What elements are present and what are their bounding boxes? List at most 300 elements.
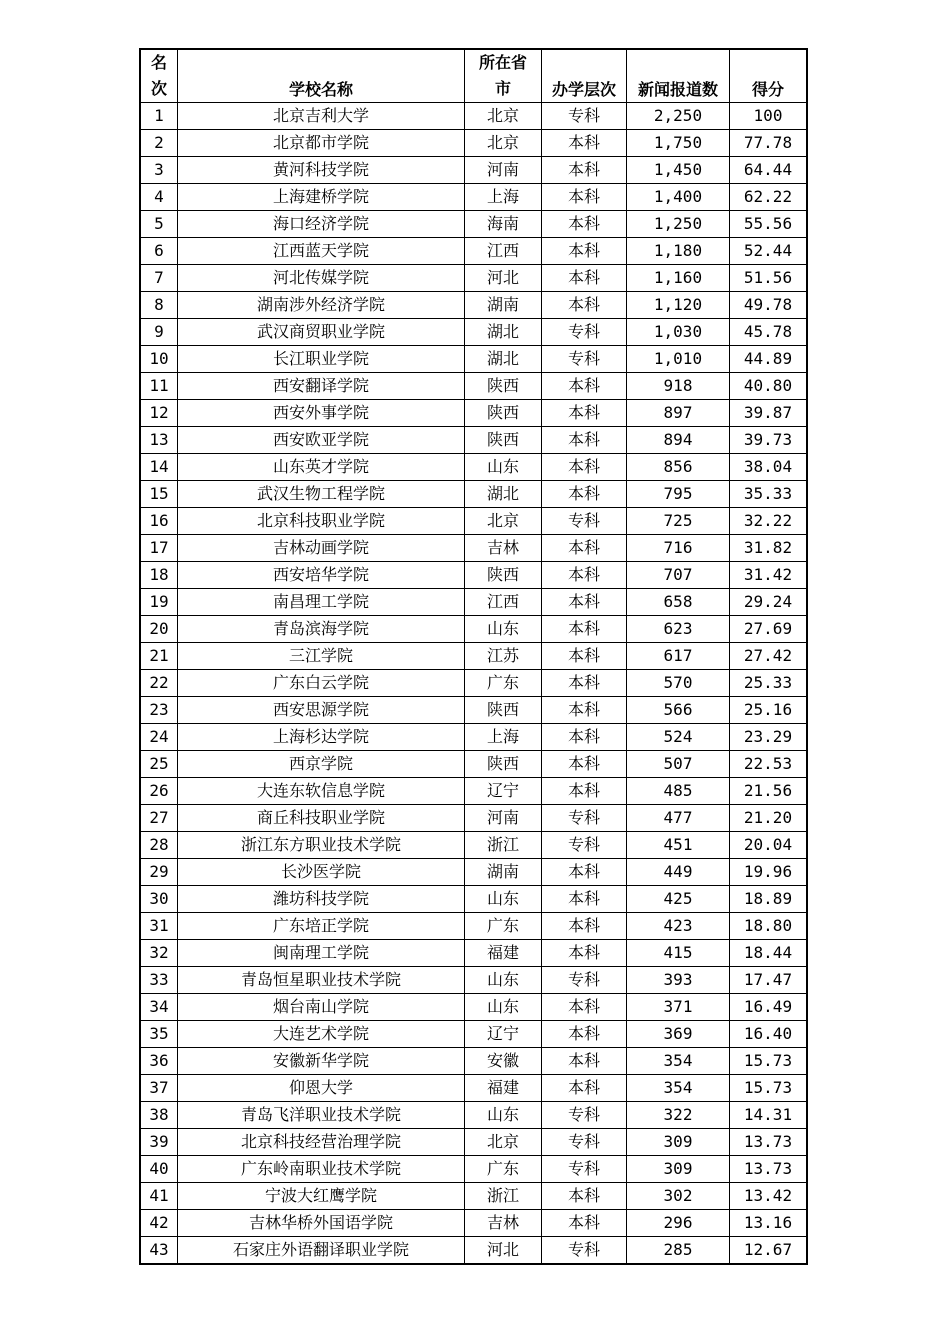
- cell-province: 吉林: [465, 535, 542, 562]
- cell-rank: 24: [140, 724, 178, 751]
- cell-school-name: 西安培华学院: [178, 562, 465, 589]
- cell-level: 本科: [542, 1183, 627, 1210]
- ranking-table: [139, 48, 808, 1265]
- cell-rank: 20: [140, 616, 178, 643]
- cell-score: 13.42: [730, 1183, 808, 1210]
- cell-score: 38.04: [730, 454, 808, 481]
- cell-school-name: 北京科技职业学院: [178, 508, 465, 535]
- cell-school-name: 广东岭南职业技术学院: [178, 1156, 465, 1183]
- table-row: [140, 589, 807, 616]
- cell-school-name: 上海建桥学院: [178, 184, 465, 211]
- cell-level: 本科: [542, 292, 627, 319]
- cell-school-name: 武汉商贸职业学院: [178, 319, 465, 346]
- cell-news-count: 894: [627, 427, 730, 454]
- cell-school-name: 青岛滨海学院: [178, 616, 465, 643]
- cell-province: 湖南: [465, 292, 542, 319]
- cell-news-count: 725: [627, 508, 730, 535]
- cell-province: 福建: [465, 1075, 542, 1102]
- table-row: [140, 616, 807, 643]
- table-row: [140, 1129, 807, 1156]
- cell-score: 21.56: [730, 778, 808, 805]
- cell-score: 16.49: [730, 994, 808, 1021]
- cell-rank: 26: [140, 778, 178, 805]
- cell-school-name: 宁波大红鹰学院: [178, 1183, 465, 1210]
- cell-province: 山东: [465, 886, 542, 913]
- cell-province: 河南: [465, 805, 542, 832]
- table-row: [140, 1237, 807, 1265]
- table-row: [140, 1102, 807, 1129]
- cell-school-name: 武汉生物工程学院: [178, 481, 465, 508]
- table-row: [140, 1075, 807, 1102]
- cell-province: 江西: [465, 238, 542, 265]
- cell-news-count: 369: [627, 1021, 730, 1048]
- cell-level: 专科: [542, 1129, 627, 1156]
- cell-school-name: 仰恩大学: [178, 1075, 465, 1102]
- cell-school-name: 潍坊科技学院: [178, 886, 465, 913]
- cell-school-name: 黄河科技学院: [178, 157, 465, 184]
- cell-score: 35.33: [730, 481, 808, 508]
- cell-score: 45.78: [730, 319, 808, 346]
- table-row: [140, 400, 807, 427]
- cell-score: 55.56: [730, 211, 808, 238]
- cell-news-count: 1,250: [627, 211, 730, 238]
- cell-rank: 40: [140, 1156, 178, 1183]
- cell-school-name: 商丘科技职业学院: [178, 805, 465, 832]
- cell-rank: 23: [140, 697, 178, 724]
- cell-level: 本科: [542, 562, 627, 589]
- cell-score: 62.22: [730, 184, 808, 211]
- cell-rank: 5: [140, 211, 178, 238]
- cell-province: 河南: [465, 157, 542, 184]
- table-row: [140, 643, 807, 670]
- cell-news-count: 309: [627, 1129, 730, 1156]
- cell-news-count: 423: [627, 913, 730, 940]
- cell-level: 专科: [542, 103, 627, 130]
- cell-score: 29.24: [730, 589, 808, 616]
- cell-news-count: 1,030: [627, 319, 730, 346]
- cell-score: 21.20: [730, 805, 808, 832]
- table-row: [140, 157, 807, 184]
- cell-news-count: 451: [627, 832, 730, 859]
- cell-level: 本科: [542, 238, 627, 265]
- cell-level: 本科: [542, 778, 627, 805]
- cell-news-count: 1,450: [627, 157, 730, 184]
- cell-level: 本科: [542, 481, 627, 508]
- cell-province: 上海: [465, 184, 542, 211]
- cell-school-name: 北京吉利大学: [178, 103, 465, 130]
- header-row: [140, 49, 807, 103]
- table-row: [140, 670, 807, 697]
- cell-school-name: 闽南理工学院: [178, 940, 465, 967]
- cell-province: 安徽: [465, 1048, 542, 1075]
- cell-news-count: 623: [627, 616, 730, 643]
- cell-news-count: 918: [627, 373, 730, 400]
- cell-news-count: 449: [627, 859, 730, 886]
- table-row: [140, 778, 807, 805]
- table-row: [140, 940, 807, 967]
- cell-rank: 42: [140, 1210, 178, 1237]
- cell-rank: 31: [140, 913, 178, 940]
- cell-score: 64.44: [730, 157, 808, 184]
- cell-news-count: 1,400: [627, 184, 730, 211]
- cell-level: 本科: [542, 400, 627, 427]
- cell-news-count: 322: [627, 1102, 730, 1129]
- cell-school-name: 烟台南山学院: [178, 994, 465, 1021]
- header-score: 得分: [730, 49, 808, 103]
- cell-score: 100: [730, 103, 808, 130]
- cell-school-name: 河北传媒学院: [178, 265, 465, 292]
- cell-news-count: 795: [627, 481, 730, 508]
- cell-province: 河北: [465, 265, 542, 292]
- table-row: [140, 724, 807, 751]
- cell-province: 浙江: [465, 1183, 542, 1210]
- table-row: [140, 481, 807, 508]
- cell-school-name: 西安翻译学院: [178, 373, 465, 400]
- cell-province: 北京: [465, 130, 542, 157]
- cell-province: 辽宁: [465, 778, 542, 805]
- cell-school-name: 西安外事学院: [178, 400, 465, 427]
- table-row: [140, 373, 807, 400]
- cell-rank: 14: [140, 454, 178, 481]
- header-school-name: 学校名称: [178, 49, 465, 103]
- cell-news-count: 302: [627, 1183, 730, 1210]
- cell-province: 湖北: [465, 481, 542, 508]
- cell-news-count: 1,750: [627, 130, 730, 157]
- cell-score: 32.22: [730, 508, 808, 535]
- cell-province: 湖南: [465, 859, 542, 886]
- cell-score: 27.42: [730, 643, 808, 670]
- cell-level: 本科: [542, 859, 627, 886]
- cell-level: 专科: [542, 967, 627, 994]
- cell-school-name: 长沙医学院: [178, 859, 465, 886]
- table-row: [140, 562, 807, 589]
- table-row: [140, 1048, 807, 1075]
- cell-province: 湖北: [465, 319, 542, 346]
- cell-province: 上海: [465, 724, 542, 751]
- cell-province: 陕西: [465, 751, 542, 778]
- cell-score: 13.73: [730, 1129, 808, 1156]
- cell-score: 12.67: [730, 1237, 808, 1265]
- table-row: [140, 346, 807, 373]
- cell-news-count: 354: [627, 1075, 730, 1102]
- cell-school-name: 石家庄外语翻译职业学院: [178, 1237, 465, 1265]
- cell-score: 27.69: [730, 616, 808, 643]
- cell-news-count: 285: [627, 1237, 730, 1265]
- cell-rank: 35: [140, 1021, 178, 1048]
- cell-score: 49.78: [730, 292, 808, 319]
- cell-rank: 11: [140, 373, 178, 400]
- cell-rank: 29: [140, 859, 178, 886]
- cell-score: 14.31: [730, 1102, 808, 1129]
- cell-rank: 16: [140, 508, 178, 535]
- cell-level: 本科: [542, 265, 627, 292]
- cell-rank: 10: [140, 346, 178, 373]
- cell-province: 吉林: [465, 1210, 542, 1237]
- cell-news-count: 309: [627, 1156, 730, 1183]
- cell-rank: 30: [140, 886, 178, 913]
- cell-rank: 19: [140, 589, 178, 616]
- cell-school-name: 山东英才学院: [178, 454, 465, 481]
- cell-province: 浙江: [465, 832, 542, 859]
- table-row: [140, 130, 807, 157]
- cell-news-count: 617: [627, 643, 730, 670]
- cell-level: 本科: [542, 724, 627, 751]
- cell-school-name: 广东培正学院: [178, 913, 465, 940]
- cell-province: 湖北: [465, 346, 542, 373]
- cell-rank: 32: [140, 940, 178, 967]
- cell-level: 本科: [542, 751, 627, 778]
- cell-school-name: 吉林动画学院: [178, 535, 465, 562]
- table-row: [140, 292, 807, 319]
- header-news-count: 新闻报道数: [627, 49, 730, 103]
- cell-level: 本科: [542, 1210, 627, 1237]
- table-row: [140, 535, 807, 562]
- cell-rank: 4: [140, 184, 178, 211]
- cell-score: 13.16: [730, 1210, 808, 1237]
- table-body: [140, 103, 807, 1265]
- cell-news-count: 415: [627, 940, 730, 967]
- table-row: [140, 184, 807, 211]
- cell-level: 本科: [542, 373, 627, 400]
- cell-school-name: 安徽新华学院: [178, 1048, 465, 1075]
- cell-news-count: 716: [627, 535, 730, 562]
- cell-news-count: 1,120: [627, 292, 730, 319]
- cell-score: 51.56: [730, 265, 808, 292]
- cell-score: 18.44: [730, 940, 808, 967]
- cell-level: 专科: [542, 1102, 627, 1129]
- cell-rank: 15: [140, 481, 178, 508]
- table-row: [140, 805, 807, 832]
- cell-rank: 41: [140, 1183, 178, 1210]
- cell-level: 专科: [542, 805, 627, 832]
- cell-province: 广东: [465, 913, 542, 940]
- cell-school-name: 江西蓝天学院: [178, 238, 465, 265]
- cell-province: 北京: [465, 103, 542, 130]
- ranking-sheet: [139, 48, 808, 1265]
- cell-news-count: 393: [627, 967, 730, 994]
- cell-school-name: 湖南涉外经济学院: [178, 292, 465, 319]
- cell-level: 专科: [542, 319, 627, 346]
- cell-province: 陕西: [465, 400, 542, 427]
- cell-rank: 13: [140, 427, 178, 454]
- cell-score: 40.80: [730, 373, 808, 400]
- cell-level: 专科: [542, 1156, 627, 1183]
- header-rank: 名 次: [140, 49, 178, 103]
- table-row: [140, 1156, 807, 1183]
- cell-school-name: 长江职业学院: [178, 346, 465, 373]
- cell-rank: 2: [140, 130, 178, 157]
- cell-score: 25.33: [730, 670, 808, 697]
- table-row: [140, 265, 807, 292]
- cell-rank: 39: [140, 1129, 178, 1156]
- cell-province: 山东: [465, 1102, 542, 1129]
- cell-level: 专科: [542, 346, 627, 373]
- cell-school-name: 北京都市学院: [178, 130, 465, 157]
- cell-news-count: 507: [627, 751, 730, 778]
- cell-score: 25.16: [730, 697, 808, 724]
- cell-province: 江苏: [465, 643, 542, 670]
- cell-school-name: 浙江东方职业技术学院: [178, 832, 465, 859]
- cell-level: 本科: [542, 940, 627, 967]
- cell-school-name: 大连艺术学院: [178, 1021, 465, 1048]
- cell-school-name: 西安思源学院: [178, 697, 465, 724]
- cell-school-name: 北京科技经营治理学院: [178, 1129, 465, 1156]
- cell-level: 本科: [542, 643, 627, 670]
- cell-rank: 12: [140, 400, 178, 427]
- cell-school-name: 广东白云学院: [178, 670, 465, 697]
- cell-rank: 37: [140, 1075, 178, 1102]
- table-row: [140, 994, 807, 1021]
- cell-news-count: 658: [627, 589, 730, 616]
- cell-level: 本科: [542, 130, 627, 157]
- cell-school-name: 上海杉达学院: [178, 724, 465, 751]
- table-row: [140, 319, 807, 346]
- cell-province: 北京: [465, 1129, 542, 1156]
- cell-school-name: 南昌理工学院: [178, 589, 465, 616]
- cell-level: 本科: [542, 670, 627, 697]
- cell-level: 本科: [542, 535, 627, 562]
- cell-province: 北京: [465, 508, 542, 535]
- cell-news-count: 296: [627, 1210, 730, 1237]
- cell-score: 15.73: [730, 1048, 808, 1075]
- cell-province: 广东: [465, 1156, 542, 1183]
- cell-news-count: 524: [627, 724, 730, 751]
- table-row: [140, 886, 807, 913]
- cell-province: 辽宁: [465, 1021, 542, 1048]
- cell-score: 18.89: [730, 886, 808, 913]
- cell-score: 22.53: [730, 751, 808, 778]
- cell-rank: 17: [140, 535, 178, 562]
- cell-news-count: 477: [627, 805, 730, 832]
- table-row: [140, 454, 807, 481]
- header-level: 办学层次: [542, 49, 627, 103]
- cell-score: 31.42: [730, 562, 808, 589]
- cell-news-count: 2,250: [627, 103, 730, 130]
- cell-rank: 8: [140, 292, 178, 319]
- cell-province: 陕西: [465, 427, 542, 454]
- cell-news-count: 425: [627, 886, 730, 913]
- cell-province: 山东: [465, 616, 542, 643]
- cell-school-name: 西安欧亚学院: [178, 427, 465, 454]
- cell-rank: 22: [140, 670, 178, 697]
- cell-level: 本科: [542, 1048, 627, 1075]
- cell-province: 陕西: [465, 373, 542, 400]
- cell-level: 本科: [542, 1075, 627, 1102]
- cell-school-name: 吉林华桥外国语学院: [178, 1210, 465, 1237]
- cell-rank: 18: [140, 562, 178, 589]
- cell-level: 本科: [542, 913, 627, 940]
- cell-rank: 25: [140, 751, 178, 778]
- cell-level: 本科: [542, 589, 627, 616]
- cell-level: 本科: [542, 697, 627, 724]
- table-row: [140, 427, 807, 454]
- cell-score: 16.40: [730, 1021, 808, 1048]
- cell-level: 本科: [542, 994, 627, 1021]
- header-province: 所在省 市: [465, 49, 542, 103]
- cell-province: 陕西: [465, 697, 542, 724]
- table-row: [140, 751, 807, 778]
- cell-rank: 27: [140, 805, 178, 832]
- cell-news-count: 354: [627, 1048, 730, 1075]
- cell-news-count: 570: [627, 670, 730, 697]
- cell-rank: 38: [140, 1102, 178, 1129]
- cell-score: 18.80: [730, 913, 808, 940]
- cell-rank: 33: [140, 967, 178, 994]
- cell-school-name: 三江学院: [178, 643, 465, 670]
- cell-rank: 3: [140, 157, 178, 184]
- cell-score: 23.29: [730, 724, 808, 751]
- cell-rank: 43: [140, 1237, 178, 1265]
- cell-score: 19.96: [730, 859, 808, 886]
- table-row: [140, 238, 807, 265]
- cell-level: 本科: [542, 157, 627, 184]
- table-row: [140, 508, 807, 535]
- cell-score: 15.73: [730, 1075, 808, 1102]
- table-row: [140, 913, 807, 940]
- cell-province: 广东: [465, 670, 542, 697]
- cell-level: 专科: [542, 1237, 627, 1265]
- cell-score: 20.04: [730, 832, 808, 859]
- cell-score: 52.44: [730, 238, 808, 265]
- cell-score: 31.82: [730, 535, 808, 562]
- table-row: [140, 697, 807, 724]
- cell-school-name: 大连东软信息学院: [178, 778, 465, 805]
- cell-score: 17.47: [730, 967, 808, 994]
- cell-level: 本科: [542, 886, 627, 913]
- cell-news-count: 707: [627, 562, 730, 589]
- cell-school-name: 海口经济学院: [178, 211, 465, 238]
- cell-school-name: 西京学院: [178, 751, 465, 778]
- cell-school-name: 青岛飞洋职业技术学院: [178, 1102, 465, 1129]
- cell-news-count: 1,160: [627, 265, 730, 292]
- cell-province: 河北: [465, 1237, 542, 1265]
- cell-level: 本科: [542, 211, 627, 238]
- cell-score: 77.78: [730, 130, 808, 157]
- table-row: [140, 1210, 807, 1237]
- cell-rank: 1: [140, 103, 178, 130]
- cell-province: 福建: [465, 940, 542, 967]
- cell-level: 本科: [542, 184, 627, 211]
- cell-rank: 7: [140, 265, 178, 292]
- cell-province: 山东: [465, 454, 542, 481]
- cell-score: 39.87: [730, 400, 808, 427]
- table-row: [140, 832, 807, 859]
- table-row: [140, 967, 807, 994]
- cell-news-count: 897: [627, 400, 730, 427]
- cell-rank: 34: [140, 994, 178, 1021]
- cell-rank: 6: [140, 238, 178, 265]
- cell-news-count: 1,010: [627, 346, 730, 373]
- cell-school-name: 青岛恒星职业技术学院: [178, 967, 465, 994]
- table-row: [140, 859, 807, 886]
- cell-rank: 9: [140, 319, 178, 346]
- cell-province: 山东: [465, 967, 542, 994]
- cell-score: 13.73: [730, 1156, 808, 1183]
- cell-level: 本科: [542, 427, 627, 454]
- table-row: [140, 211, 807, 238]
- cell-province: 江西: [465, 589, 542, 616]
- cell-province: 陕西: [465, 562, 542, 589]
- table-row: [140, 1183, 807, 1210]
- cell-level: 本科: [542, 1021, 627, 1048]
- cell-news-count: 1,180: [627, 238, 730, 265]
- table-row: [140, 1021, 807, 1048]
- cell-news-count: 566: [627, 697, 730, 724]
- cell-province: 海南: [465, 211, 542, 238]
- cell-news-count: 485: [627, 778, 730, 805]
- table-row: [140, 103, 807, 130]
- cell-rank: 36: [140, 1048, 178, 1075]
